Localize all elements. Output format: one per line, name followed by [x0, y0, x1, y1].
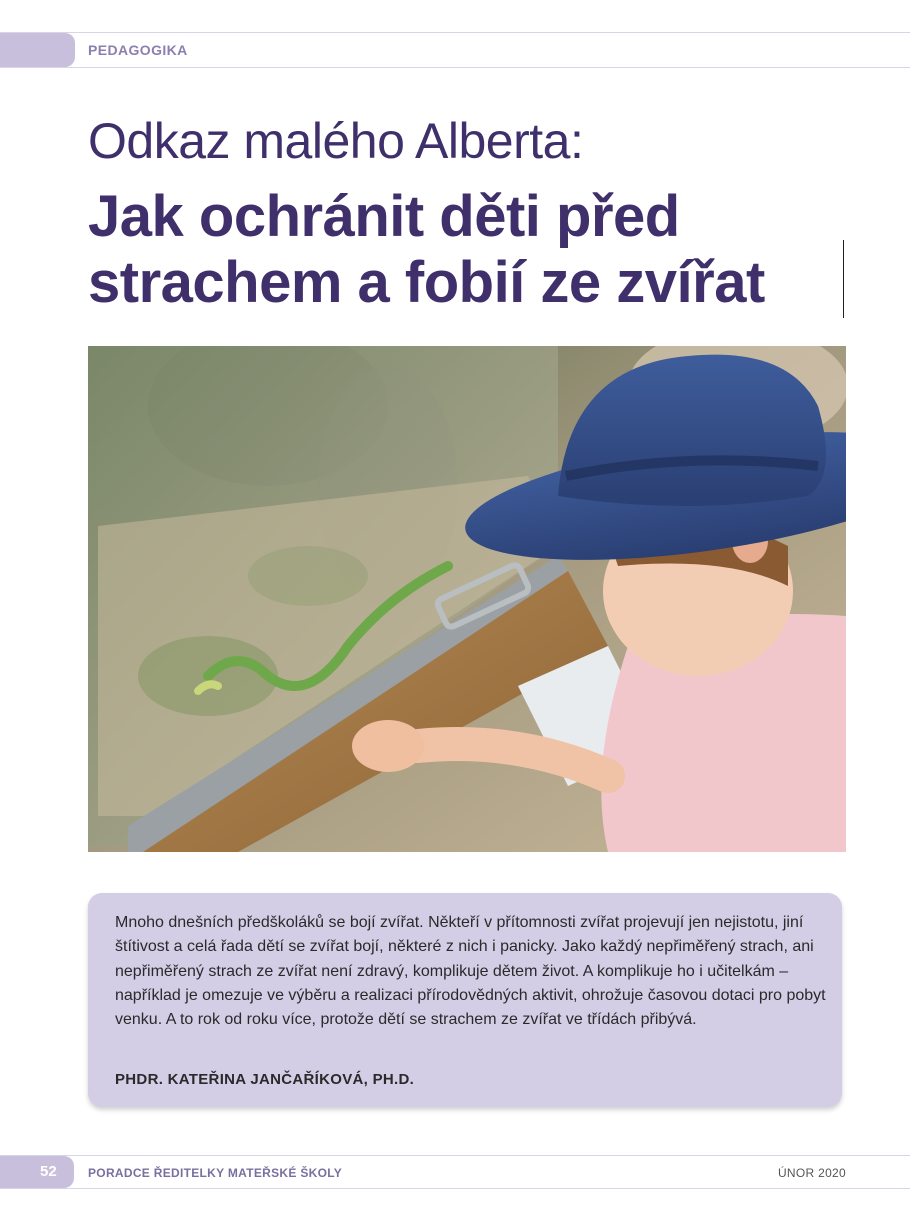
footer-rule-top: [0, 1155, 910, 1156]
journal-name: PORADCE ŘEDITELKY MATEŘSKÉ ŠKOLY: [88, 1166, 343, 1180]
page-number: 52: [40, 1163, 57, 1180]
footer-tab: [0, 1156, 74, 1188]
article-title-kicker: Odkaz malého Alberta:: [88, 113, 584, 169]
header-rule-bottom: [0, 67, 910, 68]
header-tab: [0, 33, 75, 67]
article-photo: [88, 346, 846, 852]
text-cursor: [843, 240, 844, 318]
section-label: PEDAGOGIKA: [88, 42, 188, 58]
abstract-text: Mnoho dnešních předškoláků se bojí zvířat. Někteří v přítomnosti zvířat projevují jen nejistotu, jiní štítivost a celá řada dětí se zvířat bojí, některé z nich i panicky. Jako každý nepřiměřený strach, ani nepřiměřený strach ze zvířat není zdravý, komplikuje dětem život. A komplikuje ho i učitelkám – například je omezuje ve výběru a realizaci přírodovědných aktivit, ohrožuje časovou dotaci pro pobyt venku. A to rok od roku více, protože dětí se strachem ze zvířat ve třídách přibývá.: [115, 914, 826, 1029]
footer-rule-bottom: [0, 1188, 910, 1189]
page-edge: [0, 0, 4, 1211]
abstract-box: [88, 893, 842, 1107]
article-title: Jak ochránit děti před strachem a fobií ze zvířat: [88, 184, 765, 315]
photo-boy-looking-at-snake-icon: [88, 346, 846, 852]
author-name: PHDR. KATEŘINA JANČAŘÍKOVÁ, PH.D.: [115, 1071, 415, 1088]
header-rule-top: [0, 32, 910, 33]
issue-date: ÚNOR 2020: [777, 1166, 846, 1180]
